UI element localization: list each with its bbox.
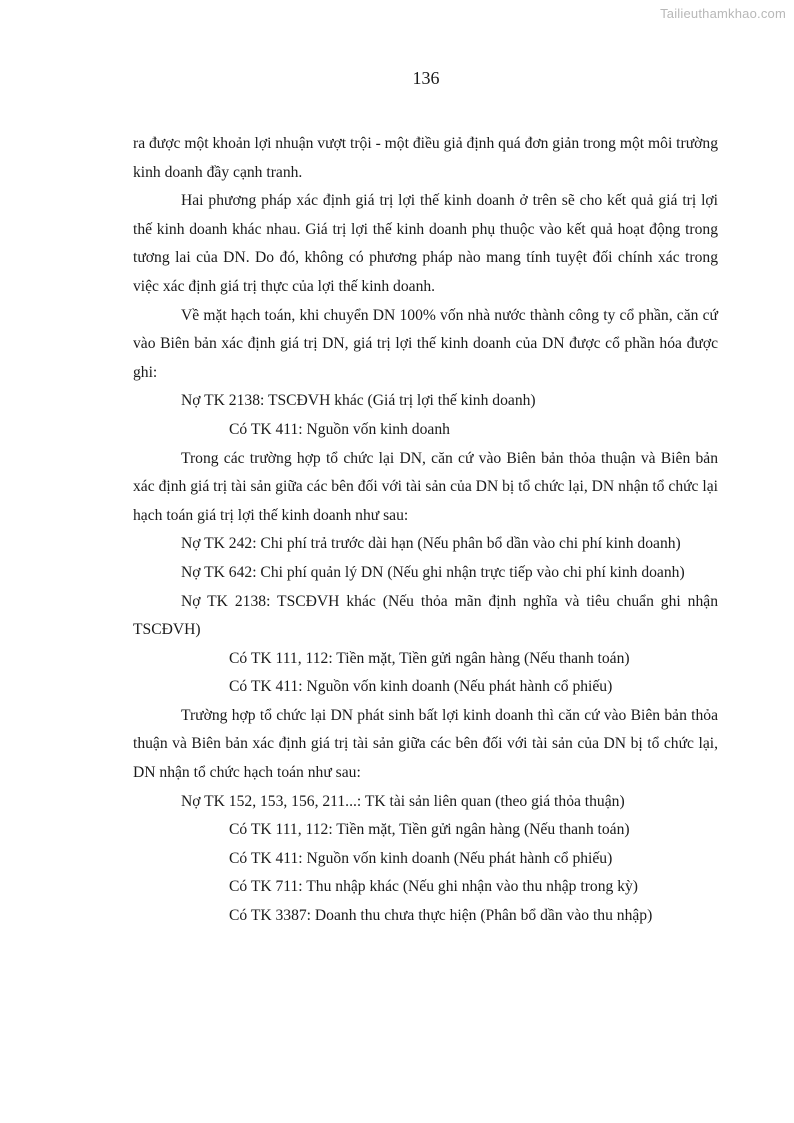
debit-entry: Nợ TK 2138: TSCĐVH khác (Giá trị lợi thế kinh doanh) bbox=[181, 392, 536, 410]
credit-entry: Có TK 711: Thu nhập khác (Nếu ghi nhận vào thu nhập trong kỳ) bbox=[229, 878, 638, 896]
credit-entry: Có TK 3387: Doanh thu chưa thực hiện (Phân bổ dần vào thu nhập) bbox=[229, 907, 653, 925]
debit-entry: Nợ TK 242: Chi phí trả trước dài hạn (Nếu phân bổ dần vào chi phí kinh doanh) bbox=[181, 535, 681, 553]
paragraph-accounting: Về mặt hạch toán, khi chuyển DN 100% vốn nhà nước thành công ty cổ phần, căn cứ vào Biên bản xác định giá trị DN, giá trị lợi thế kinh doanh của DN được cổ phần hóa được ghi: bbox=[133, 306, 718, 381]
watermark: Tailieuthamkhao.com bbox=[660, 6, 786, 21]
debit-entry: Nợ TK 2138: TSCĐVH khác (Nếu thỏa mãn định nghĩa và tiêu chuẩn ghi nhận TSCĐVH) bbox=[133, 592, 718, 639]
document-body bbox=[133, 130, 718, 931]
paragraph-disadvantage: Trường hợp tổ chức lại DN phát sinh bất lợi kinh doanh thì căn cứ vào Biên bản thỏa thuận và Biên bản xác định giá trị tài sản giữa các bên đối với tài sản của DN bị tổ chức lại, DN nhận tổ chức hạch toán như sau: bbox=[133, 706, 718, 782]
paragraph-continuation: ra được một khoản lợi nhuận vượt trội - một điều giả định quá đơn giản trong một môi trường kinh doanh đầy cạnh tranh. bbox=[133, 135, 718, 181]
debit-entry: Nợ TK 642: Chi phí quản lý DN (Nếu ghi nhận trực tiếp vào chi phí kinh doanh) bbox=[181, 563, 685, 581]
credit-entry: Có TK 411: Nguồn vốn kinh doanh (Nếu phát hành cổ phiếu) bbox=[229, 678, 613, 696]
paragraph-reorganization: Trong các trường hợp tổ chức lại DN, căn cứ vào Biên bản thỏa thuận và Biên bản xác định giá trị tài sản giữa các bên đối với tài sản của DN bị tổ chức lại, DN nhận tổ chức lại hạch toán giá trị lợi thế kinh doanh như sau: bbox=[133, 449, 718, 524]
credit-entry: Có TK 411: Nguồn vốn kinh doanh bbox=[229, 420, 450, 438]
credit-entry: Có TK 111, 112: Tiền mặt, Tiền gửi ngân hàng (Nếu thanh toán) bbox=[229, 649, 630, 667]
page-number: 136 bbox=[412, 68, 440, 88]
credit-entry: Có TK 111, 112: Tiền mặt, Tiền gửi ngân hàng (Nếu thanh toán) bbox=[229, 821, 630, 839]
debit-entry: Nợ TK 152, 153, 156, 211...: TK tài sản liên quan (theo giá thỏa thuận) bbox=[181, 792, 625, 810]
paragraph-methods: Hai phương pháp xác định giá trị lợi thế kinh doanh ở trên sẽ cho kết quả giá trị lợi thế kinh doanh khác nhau. Giá trị lợi thế kinh doanh phụ thuộc vào kết quả hoạt động trong tương lai của DN. Do đó, không có phương pháp nào mang tính tuyệt đối chính xác trong việc xác định giá trị thực của lợi thế kinh doanh. bbox=[133, 192, 718, 295]
credit-entry: Có TK 411: Nguồn vốn kinh doanh (Nếu phát hành cổ phiếu) bbox=[229, 849, 613, 867]
